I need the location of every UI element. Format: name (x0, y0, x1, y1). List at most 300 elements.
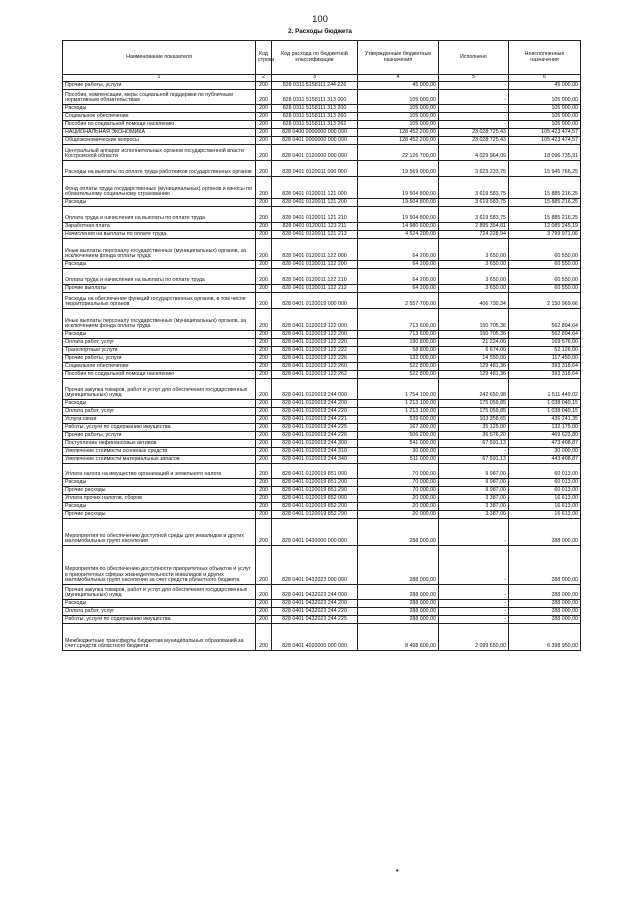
table-row (63, 269, 581, 285)
row-name: Центральный аппарат исполнительных органов государственной власти Костромской области (63, 145, 256, 161)
unexecuted-amount: 16 613,00 (509, 511, 581, 519)
approved-amount: 20 000,00 (358, 511, 439, 519)
row-code: 200 (256, 347, 272, 355)
executed-amount: - (439, 519, 509, 546)
row-name: Уплата налога на имущество организаций и земельного налога (63, 464, 256, 479)
approved-amount: 105 000,00 (358, 113, 439, 121)
unexecuted-amount: 288 000,00 (509, 600, 581, 608)
classification-code: 828 0401 0120019 122 220 (272, 339, 358, 347)
row-name: Прочие расходы (63, 511, 256, 519)
unexecuted-amount: 60 013,00 (509, 487, 581, 495)
approved-amount: 511 000,00 (358, 456, 439, 464)
row-code: 200 (256, 416, 272, 424)
executed-amount: 724 228,94 (439, 231, 509, 239)
classification-code: 828 0401 0120011 121 200 (272, 199, 358, 207)
executed-amount: 9 987,00 (439, 479, 509, 487)
row-code: 200 (256, 129, 272, 137)
row-name: Межбюджетные трансферты бюджетам муниципальных образований за счет средств областного бюджета (63, 624, 256, 651)
approved-amount: 105 000,00 (358, 105, 439, 113)
table-row (63, 293, 581, 309)
table-row (63, 331, 581, 339)
classification-code: 828 0401 0120019 244 226 (272, 432, 358, 440)
classification-code: 828 0401 0120019 122 226 (272, 355, 358, 363)
executed-amount: 23 028 725,43 (439, 129, 509, 137)
row-code: 200 (256, 400, 272, 408)
table-row (63, 161, 581, 177)
row-name: Расходы (63, 331, 256, 339)
executed-amount: 3 387,00 (439, 511, 509, 519)
table-row (63, 137, 581, 145)
row-name: Иные выплаты персоналу государственных (муниципальных) органов, за исключением фонда оплаты труда (63, 239, 256, 261)
approved-amount: 58 800,00 (358, 347, 439, 355)
approved-amount: 64 200,00 (358, 269, 439, 285)
table-row (63, 207, 581, 223)
classification-code: 828 0401 0120019 244 221 (272, 416, 358, 424)
executed-amount: 67 591,13 (439, 440, 509, 448)
table-row (63, 624, 581, 651)
row-name: Прочие работы, услуги (63, 82, 256, 90)
table-row (63, 199, 581, 207)
unexecuted-amount: 288 000,00 (509, 608, 581, 616)
row-code: 200 (256, 121, 272, 129)
unexecuted-amount: 60 550,00 (509, 269, 581, 285)
unexecuted-amount: 562 894,64 (509, 331, 581, 339)
table-row (63, 408, 581, 416)
classification-code: 828 0311 5158111 313 260 (272, 113, 358, 121)
row-code: 200 (256, 161, 272, 177)
classification-code: 828 0401 0120011 121 213 (272, 231, 358, 239)
row-code: 200 (256, 113, 272, 121)
classification-code: 828 0401 0120019 244 340 (272, 456, 358, 464)
row-code: 200 (256, 424, 272, 432)
unexecuted-amount: 15 885 216,25 (509, 207, 581, 223)
approved-amount: 1 754 100,00 (358, 379, 439, 400)
table-row (63, 363, 581, 371)
row-code: 200 (256, 285, 272, 293)
classification-code: 828 0401 0120019 122 262 (272, 371, 358, 379)
row-name: Расходы (63, 199, 256, 207)
executed-amount: 14 550,00 (439, 355, 509, 363)
unexecuted-amount: 105 000,00 (509, 90, 581, 105)
unexecuted-amount: 288 000,00 (509, 585, 581, 600)
approved-amount: 30 000,00 (358, 448, 439, 456)
classification-code: 828 0401 0432023 000 000 (272, 546, 358, 585)
row-name: Услуги связи (63, 416, 256, 424)
row-code: 200 (256, 137, 272, 145)
row-code: 200 (256, 339, 272, 347)
classification-code: 828 0401 0120011 122 000 (272, 239, 358, 261)
unexecuted-amount: 562 894,64 (509, 309, 581, 331)
table-row (63, 223, 581, 231)
approved-amount: 19 504 800,00 (358, 207, 439, 223)
row-name: Оплата работ, услуг (63, 339, 256, 347)
classification-code: 828 0401 0120019 244 300 (272, 440, 358, 448)
approved-amount: 541 000,00 (358, 440, 439, 448)
unexecuted-amount: 443 408,87 (509, 456, 581, 464)
unexecuted-amount: 105 423 474,57 (509, 129, 581, 137)
row-code: 200 (256, 519, 272, 546)
unexecuted-amount: 105 000,00 (509, 121, 581, 129)
classification-code: 828 0401 0120000 000 000 (272, 145, 358, 161)
classification-code: 828 0401 0120011 122 200 (272, 261, 358, 269)
classification-code: 828 0401 0120019 852 200 (272, 503, 358, 511)
approved-amount: 19 504 800,00 (358, 177, 439, 199)
approved-amount: 19 504 800,00 (358, 199, 439, 207)
unexecuted-amount: 16 613,00 (509, 495, 581, 503)
classification-code: 828 0401 0120019 122 260 (272, 363, 358, 371)
row-name: Увеличение стоимости основных средств (63, 448, 256, 456)
row-name: Общеэкономические вопросы (63, 137, 256, 145)
classification-code: 828 0401 0120019 244 310 (272, 448, 358, 456)
executed-amount: 129 481,36 (439, 371, 509, 379)
table-row (63, 105, 581, 113)
executed-amount: 3 650,00 (439, 269, 509, 285)
row-name: Увеличение стоимости материальных запасов (63, 456, 256, 464)
classification-code: 828 0401 0120011 122 212 (272, 285, 358, 293)
unexecuted-amount: 60 550,00 (509, 239, 581, 261)
executed-amount: - (439, 585, 509, 600)
row-code: 200 (256, 448, 272, 456)
unexecuted-amount: 473 408,87 (509, 440, 581, 448)
approved-amount: 2 557 700,00 (358, 293, 439, 309)
approved-amount: 128 452 200,00 (358, 129, 439, 137)
row-code: 200 (256, 479, 272, 487)
approved-amount: 70 000,00 (358, 479, 439, 487)
unexecuted-amount: 1 511 449,02 (509, 379, 581, 400)
executed-amount: - (439, 105, 509, 113)
row-code: 200 (256, 408, 272, 416)
approved-amount: 20 000,00 (358, 503, 439, 511)
row-name: Пособия по социальной помощи населению (63, 121, 256, 129)
row-code: 200 (256, 363, 272, 371)
approved-amount: 522 800,00 (358, 363, 439, 371)
unexecuted-amount: 117 450,00 (509, 355, 581, 363)
executed-amount: 23 028 725,43 (439, 137, 509, 145)
row-code: 200 (256, 90, 272, 105)
column-header-classification-code: Код расхода по бюджетной классификации (272, 41, 358, 75)
unexecuted-amount: 3 799 971,06 (509, 231, 581, 239)
row-code: 200 (256, 585, 272, 600)
executed-amount: 129 481,36 (439, 363, 509, 371)
table-row (63, 511, 581, 519)
classification-code: 828 0401 0120019 852 290 (272, 511, 358, 519)
unexecuted-amount: 12 085 245,19 (509, 223, 581, 231)
row-code: 200 (256, 487, 272, 495)
unexecuted-amount: 45 000,00 (509, 82, 581, 90)
unexecuted-amount: 60 013,00 (509, 479, 581, 487)
classification-code: 828 0401 0430000 000 000 (272, 519, 358, 546)
table-row (63, 309, 581, 331)
table-row (63, 261, 581, 269)
classification-code: 828 0401 0120019 122 200 (272, 331, 358, 339)
executed-amount: - (439, 113, 509, 121)
row-code: 200 (256, 82, 272, 90)
unexecuted-amount: 169 576,00 (509, 339, 581, 347)
table-row (63, 339, 581, 347)
unexecuted-amount: 60 013,00 (509, 464, 581, 479)
executed-amount: 9 987,00 (439, 464, 509, 479)
classification-code: 828 0401 0120019 244 200 (272, 400, 358, 408)
row-name: Фонд оплаты труда государственных (муниципальных) органов и взносы по обязательному социальному страхованию (63, 177, 256, 199)
table-row (63, 487, 581, 495)
unexecuted-amount: 16 613,00 (509, 503, 581, 511)
row-code: 200 (256, 309, 272, 331)
executed-amount: - (439, 608, 509, 616)
row-name: Прочие выплаты (63, 285, 256, 293)
unexecuted-amount: 2 150 969,66 (509, 293, 581, 309)
section-title: 2. Расходы бюджета (288, 28, 352, 35)
unexecuted-amount: 105 423 474,57 (509, 137, 581, 145)
column-header-row-code: Код строки (256, 41, 272, 75)
executed-amount: - (439, 82, 509, 90)
approved-amount: 22 126 700,00 (358, 145, 439, 161)
row-code: 200 (256, 546, 272, 585)
row-code: 200 (256, 432, 272, 440)
table-row (63, 121, 581, 129)
classification-code: 828 0401 0120019 851 200 (272, 479, 358, 487)
table-row (63, 464, 581, 479)
table-row (63, 285, 581, 293)
classification-code: 828 0401 0120019 852 000 (272, 495, 358, 503)
row-name: Расходы (63, 479, 256, 487)
executed-amount: - (439, 90, 509, 105)
table-row (63, 371, 581, 379)
executed-amount: 3 387,00 (439, 495, 509, 503)
table-row (63, 585, 581, 600)
table-row (63, 347, 581, 355)
table-row (63, 231, 581, 239)
executed-amount: 3 619 583,75 (439, 199, 509, 207)
executed-amount: 3 387,00 (439, 503, 509, 511)
approved-amount: 132 000,00 (358, 355, 439, 363)
row-name: Оплата работ, услуг (63, 408, 256, 416)
unexecuted-amount: 52 126,00 (509, 347, 581, 355)
row-name: Уплата прочих налогов, сборов (63, 495, 256, 503)
row-code: 200 (256, 600, 272, 608)
table-body (63, 82, 581, 651)
unexecuted-amount: 288 000,00 (509, 616, 581, 624)
row-code: 200 (256, 440, 272, 448)
executed-amount: 2 099 650,00 (439, 624, 509, 651)
unexecuted-amount: 1 038 040,15 (509, 400, 581, 408)
column-number: 4 (358, 75, 439, 82)
table-row (63, 129, 581, 137)
executed-amount: 35 125,00 (439, 424, 509, 432)
executed-amount: - (439, 546, 509, 585)
row-name: Мероприятия по обеспечению доступности приоритетных объектов и услуг в приоритетных сферах жизнедеятельности инвалидов и других маломобильных групп населения за счет средств областного бюджета (63, 546, 256, 585)
row-code: 200 (256, 231, 272, 239)
table-row (63, 177, 581, 199)
table-row (63, 416, 581, 424)
row-code: 200 (256, 199, 272, 207)
classification-code: 828 0311 5158111 313 200 (272, 105, 358, 113)
executed-amount: 103 358,65 (439, 416, 509, 424)
approved-amount: 64 200,00 (358, 261, 439, 269)
unexecuted-amount: 60 550,00 (509, 285, 581, 293)
row-name: Пособия, компенсации, меры социальной поддержки по публичным нормативным обязательствам (63, 90, 256, 105)
row-name: Прочая закупка товаров, работ и услуг для обеспечения государственных (муниципальных) нужд (63, 585, 256, 600)
classification-code: 828 0401 0120019 851 000 (272, 464, 358, 479)
approved-amount: 288 000,00 (358, 608, 439, 616)
approved-amount: 14 980 600,00 (358, 223, 439, 231)
approved-amount: 713 600,00 (358, 309, 439, 331)
row-name: Иные выплаты персоналу государственных (муниципальных) органов, за исключением фонда оплаты труда (63, 309, 256, 331)
approved-amount: 288 000,00 (358, 616, 439, 624)
table-row (63, 239, 581, 261)
table-row (63, 145, 581, 161)
executed-amount: 150 705,36 (439, 331, 509, 339)
classification-code: 828 0401 0120011 121 210 (272, 207, 358, 223)
approved-amount: 70 000,00 (358, 487, 439, 495)
column-number: 3 (272, 75, 358, 82)
row-name: Прочая закупка товаров, работ и услуг для обеспечения государственных (муниципальных) нужд (63, 379, 256, 400)
classification-code: 828 0401 0120011 121 211 (272, 223, 358, 231)
row-name: Расходы (63, 503, 256, 511)
row-name: Расходы на обеспечение функций государственных органов, в том числе территориальных органов (63, 293, 256, 309)
table-row (63, 355, 581, 363)
classification-code: 828 0401 0432023 244 225 (272, 616, 358, 624)
table-row (63, 440, 581, 448)
column-number-row (63, 75, 581, 82)
row-name: Расходы на выплаты по оплате труда работников государственных органов (63, 161, 256, 177)
executed-amount: 9 987,00 (439, 487, 509, 495)
classification-code: 828 0401 0120011 122 210 (272, 269, 358, 285)
approved-amount: 288 000,00 (358, 600, 439, 608)
approved-amount: 105 000,00 (358, 121, 439, 129)
classification-code: 828 0401 0120019 122 000 (272, 309, 358, 331)
row-name: Работы, услуги по содержанию имущества (63, 616, 256, 624)
row-code: 200 (256, 511, 272, 519)
row-code: 200 (256, 261, 272, 269)
row-code: 200 (256, 371, 272, 379)
executed-amount: - (439, 121, 509, 129)
approved-amount: 167 300,00 (358, 424, 439, 432)
table-row (63, 600, 581, 608)
row-name: Прочие расходы (63, 487, 256, 495)
unexecuted-amount: 15 885 216,25 (509, 199, 581, 207)
row-code: 200 (256, 331, 272, 339)
column-header-executed: Исполнено (439, 41, 509, 75)
row-code: 200 (256, 105, 272, 113)
executed-amount: 3 650,00 (439, 285, 509, 293)
table-row (63, 456, 581, 464)
unexecuted-amount: 132 175,00 (509, 424, 581, 432)
approved-amount: 64 200,00 (358, 239, 439, 261)
row-name: Поступление нефинансовых активов (63, 440, 256, 448)
page-number: 100 (312, 14, 328, 25)
row-name: Работы, услуги по содержанию имущества (63, 424, 256, 432)
table-row (63, 424, 581, 432)
column-number: 5 (439, 75, 509, 82)
approved-amount: 45 000,00 (358, 82, 439, 90)
classification-code: 828 0311 5158111 313 262 (272, 121, 358, 129)
classification-code: 828 0401 0120019 244 225 (272, 424, 358, 432)
row-name: Оплата труда и начисления на выплаты по оплате труда (63, 207, 256, 223)
executed-amount: 3 650,00 (439, 261, 509, 269)
approved-amount: 288 000,00 (358, 519, 439, 546)
table-row (63, 503, 581, 511)
row-name: Заработная плата (63, 223, 256, 231)
row-name: Мероприятия по обеспечению доступной среды для инвалидов и других маломобильных групп населения (63, 519, 256, 546)
approved-amount: 288 000,00 (358, 585, 439, 600)
row-name: Пособия по социальной помощи населению (63, 371, 256, 379)
row-code: 200 (256, 379, 272, 400)
executed-amount: 242 650,98 (439, 379, 509, 400)
row-code: 200 (256, 464, 272, 479)
approved-amount: 522 800,00 (358, 371, 439, 379)
table-row (63, 519, 581, 546)
classification-code: 828 0401 0120011 000 000 (272, 161, 358, 177)
approved-amount: 1 213 100,00 (358, 408, 439, 416)
row-code: 200 (256, 456, 272, 464)
approved-amount: 506 200,00 (358, 432, 439, 440)
row-code: 200 (256, 145, 272, 161)
executed-amount: 3 650,00 (439, 239, 509, 261)
table-row (63, 432, 581, 440)
classification-code: 828 0401 4020000 000 000 (272, 624, 358, 651)
executed-amount: 6 674,00 (439, 347, 509, 355)
executed-amount: 36 576,20 (439, 432, 509, 440)
table-row (63, 546, 581, 585)
classification-code: 828 0401 0432023 244 220 (272, 608, 358, 616)
column-number: 6 (509, 75, 581, 82)
classification-code: 828 0401 0120011 121 000 (272, 177, 358, 199)
approved-amount: 713 600,00 (358, 331, 439, 339)
approved-amount: 8 498 600,00 (358, 624, 439, 651)
approved-amount: 20 000,00 (358, 495, 439, 503)
unexecuted-amount: 288 000,00 (509, 546, 581, 585)
unexecuted-amount: 1 038 040,15 (509, 408, 581, 416)
executed-amount: - (439, 600, 509, 608)
unexecuted-amount: 393 318,64 (509, 363, 581, 371)
column-header-approved: Утвержденные бюджетные назначения (358, 41, 439, 75)
row-code: 200 (256, 355, 272, 363)
row-name: Транспортные услуги (63, 347, 256, 355)
row-name: Расходы (63, 261, 256, 269)
row-code: 200 (256, 269, 272, 285)
unexecuted-amount: 288 000,00 (509, 519, 581, 546)
classification-code: 828 0401 0120019 122 222 (272, 347, 358, 355)
column-number: 2 (256, 75, 272, 82)
row-name: Социальное обеспечение (63, 363, 256, 371)
row-name: Прочие работы, услуги (63, 355, 256, 363)
executed-amount: 150 705,36 (439, 309, 509, 331)
table-row (63, 82, 581, 90)
classification-code: 828 0401 0000000 000 000 (272, 137, 358, 145)
row-name: Социальное обеспечение (63, 113, 256, 121)
expenses-table (62, 40, 581, 651)
row-code: 200 (256, 616, 272, 624)
executed-amount: 406 730,34 (439, 293, 509, 309)
row-code: 200 (256, 239, 272, 261)
column-header-unexecuted: Неисполненные назначения (509, 41, 581, 75)
unexecuted-amount: 15 945 766,25 (509, 161, 581, 177)
classification-code: 828 0401 0120019 244 000 (272, 379, 358, 400)
approved-amount: 128 452 200,00 (358, 137, 439, 145)
table-row (63, 448, 581, 456)
unexecuted-amount: 6 398 950,00 (509, 624, 581, 651)
column-header-name: Наименование показателя (63, 41, 256, 75)
classification-code: 828 0401 0120019 244 220 (272, 408, 358, 416)
executed-amount: - (439, 616, 509, 624)
approved-amount: 288 000,00 (358, 546, 439, 585)
row-name: Прочие работы, услуги (63, 432, 256, 440)
row-name: Начисления на выплаты по оплате труда (63, 231, 256, 239)
unexecuted-amount: 105 000,00 (509, 105, 581, 113)
executed-amount: 21 224,00 (439, 339, 509, 347)
classification-code: 828 0401 0120019 851 290 (272, 487, 358, 495)
approved-amount: 19 569 000,00 (358, 161, 439, 177)
